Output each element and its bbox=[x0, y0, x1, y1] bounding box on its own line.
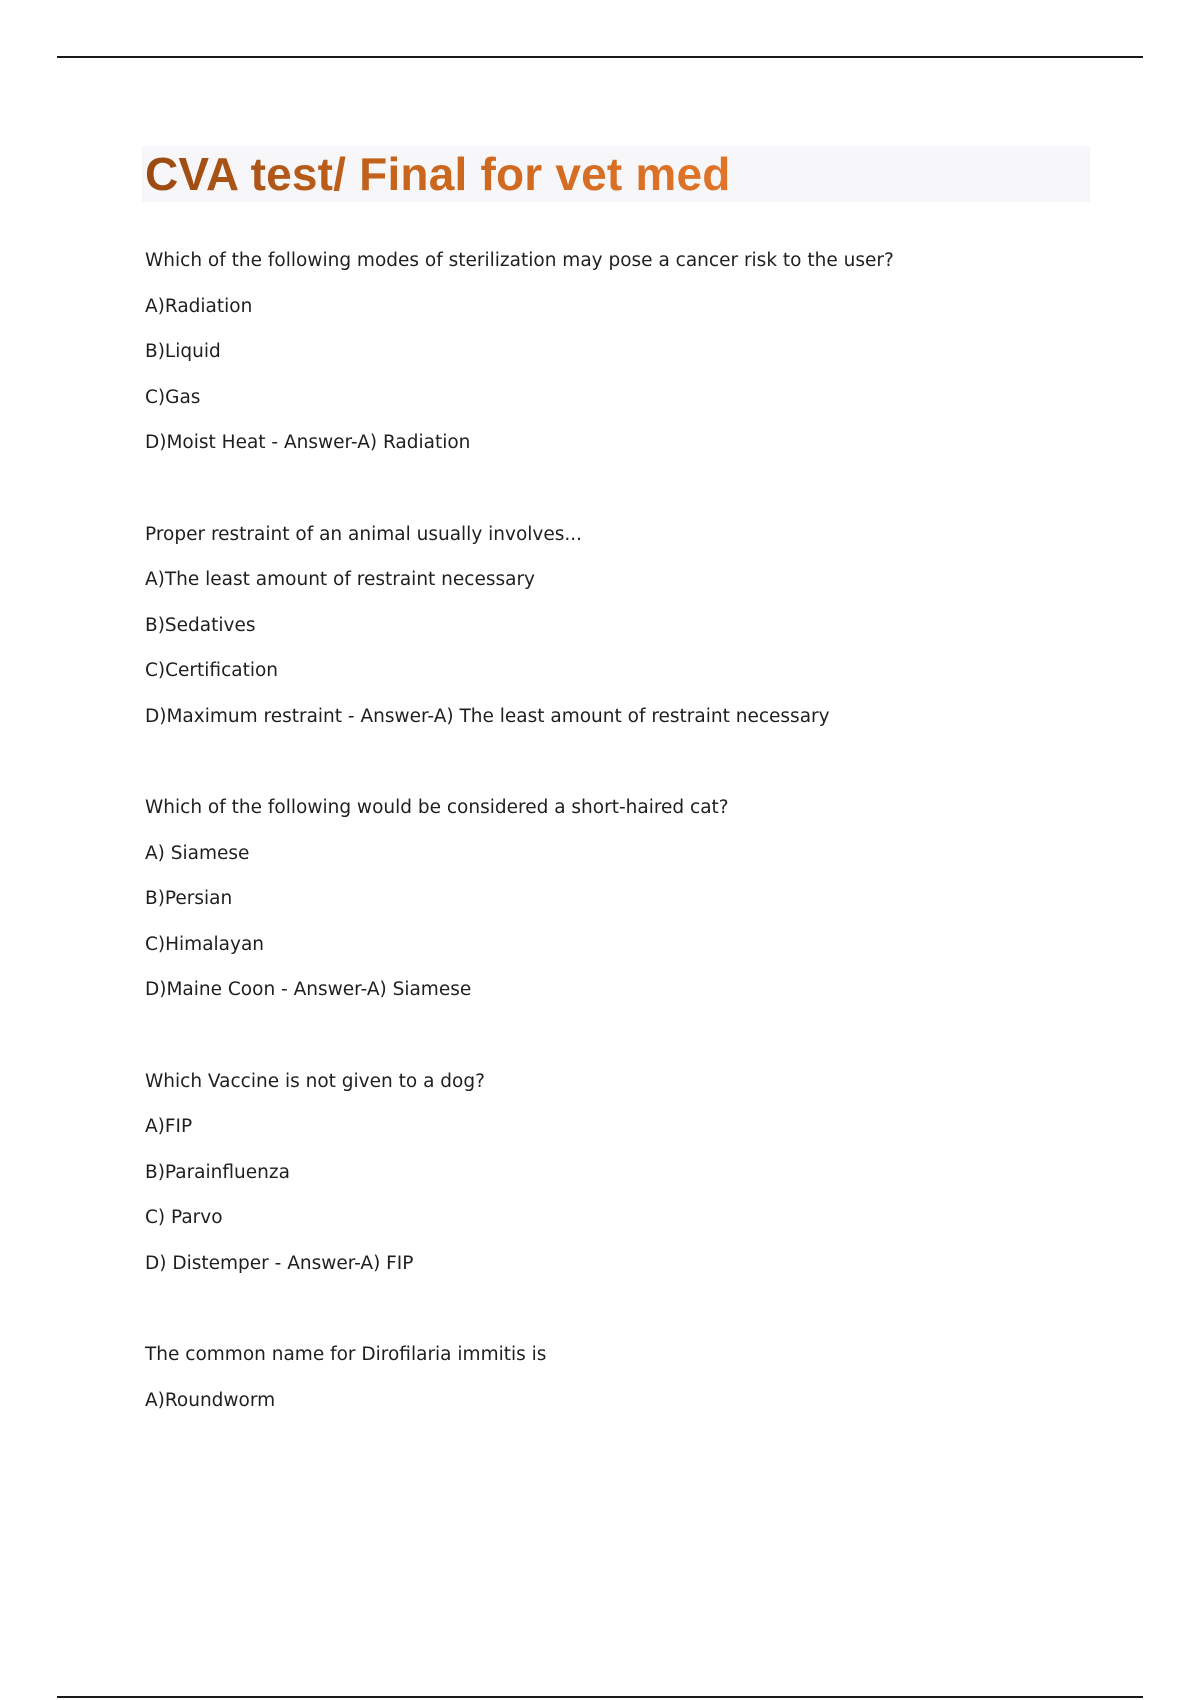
question-prompt: The common name for Dirofilaria immitis is bbox=[145, 1344, 547, 1365]
document-title: CVA test/ Final for vet med bbox=[145, 148, 731, 200]
answer-option-c: C)Certification bbox=[145, 660, 279, 681]
answer-option-b: B)Sedatives bbox=[145, 614, 256, 636]
top-rule bbox=[57, 56, 1143, 58]
question-prompt: Which Vaccine is not given to a dog? bbox=[145, 1070, 485, 1092]
question-5 bbox=[145, 1332, 1105, 1423]
question-prompt: Proper restraint of an animal usually involves... bbox=[145, 523, 583, 545]
answer-option-a: A)The least amount of restraint necessary bbox=[145, 569, 536, 590]
question-3 bbox=[145, 785, 1105, 1013]
answer-option-d-with-answer: D) Distemper - Answer-A) FIP bbox=[145, 1252, 414, 1274]
answer-option-d-with-answer: D)Maximum restraint - Answer-A) The least amount of restraint necessary bbox=[145, 705, 830, 727]
answer-option-a: A)Roundworm bbox=[145, 1389, 276, 1411]
answer-option-c: C) Parvo bbox=[145, 1207, 223, 1228]
answer-option-d-with-answer: D)Moist Heat - Answer-A) Radiation bbox=[145, 432, 471, 453]
answer-option-a: A) Siamese bbox=[145, 842, 250, 864]
answer-option-a: A)Radiation bbox=[145, 295, 253, 317]
answer-option-a: A)FIP bbox=[145, 1116, 193, 1137]
question-2 bbox=[145, 512, 1105, 740]
answer-option-b: B)Persian bbox=[145, 888, 233, 909]
answer-option-c: C)Gas bbox=[145, 386, 201, 408]
question-prompt: Which of the following modes of sterilization may pose a cancer risk to the user? bbox=[145, 250, 894, 271]
answer-option-c: C)Himalayan bbox=[145, 933, 265, 955]
answer-option-b: B)Parainfluenza bbox=[145, 1161, 290, 1183]
question-4 bbox=[145, 1059, 1105, 1287]
question-1 bbox=[145, 238, 1105, 466]
question-list bbox=[145, 238, 1105, 1469]
question-prompt: Which of the following would be considered a short-haired cat? bbox=[145, 797, 729, 818]
answer-option-b: B)Liquid bbox=[145, 341, 221, 362]
answer-option-d-with-answer: D)Maine Coon - Answer-A) Siamese bbox=[145, 979, 472, 1000]
bottom-rule bbox=[57, 1696, 1143, 1698]
